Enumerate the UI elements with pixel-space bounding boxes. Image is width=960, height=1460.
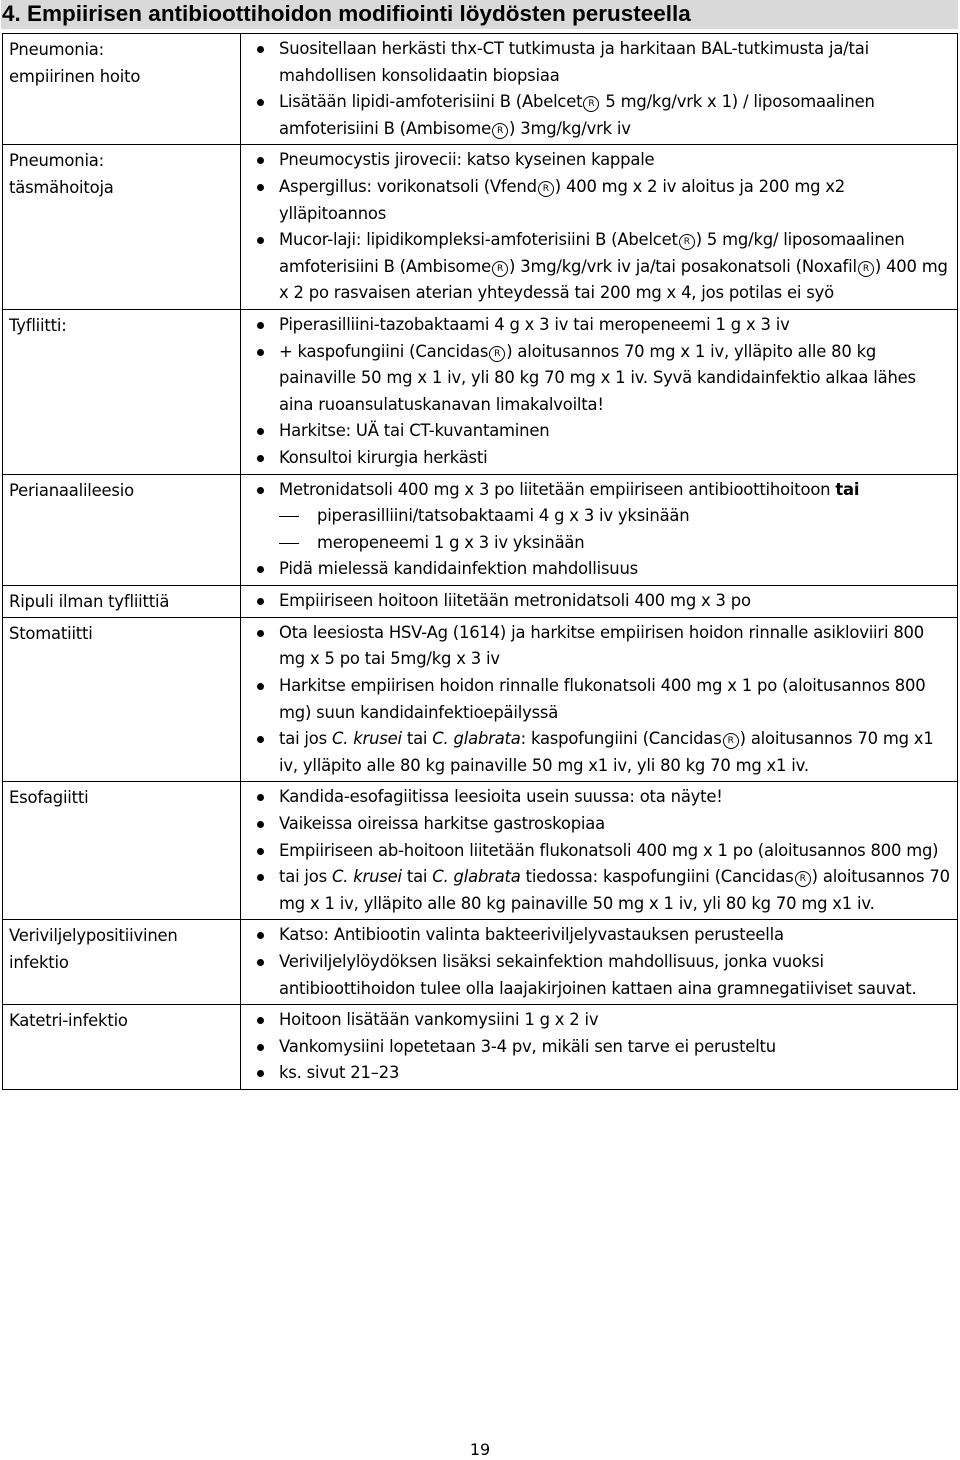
registered-mark-icon: R [583, 96, 599, 112]
registered-mark-icon: R [538, 181, 554, 197]
list-item: Vaikeissa oireissa harkitse gastroskopiaa [241, 811, 957, 838]
row-label: Pneumonia: täsmähoitoja [3, 145, 241, 310]
bullet-list [241, 920, 957, 1004]
list-item: Piperasilliini-tazobaktaami 4 g x 3 iv tai meropeneemi 1 g x 3 iv [241, 312, 957, 339]
row-content [241, 309, 958, 474]
list-item: Lisätään lipidi-amfoterisiini B (Abelcet R 5 mg/kg/vrk x 1) / liposomaalinen amfoterisiini B (Ambisome R ) 3mg/kg/vrk iv [241, 89, 957, 142]
row-content [241, 585, 958, 617]
list-item: Pidä mielessä kandidainfektion mahdollisuus [241, 556, 957, 583]
row-content [241, 1005, 958, 1090]
list-item: Kandida-esofagiitissa leesioita usein suussa: ota näyte! [241, 784, 957, 811]
list-item: Konsultoi kirurgia herkästi [241, 445, 957, 472]
registered-mark-icon: R [679, 234, 695, 250]
registered-mark-icon: R [489, 346, 505, 362]
row-content [241, 474, 958, 585]
row-label: Pneumonia: empiirinen hoito [3, 34, 241, 145]
registered-mark-icon: R [492, 261, 508, 277]
row-label: Esofagiitti [3, 782, 241, 920]
row-label: Tyfliitti: [3, 309, 241, 474]
list-item: tai jos C. krusei tai C. glabrata: kaspofungiini (Cancidas R ) aloitusannos 70 mg x1 iv, ylläpito alle 80 kg painaville 50 mg x1 iv, yli 80 kg 70 mg x1 iv. [241, 726, 957, 779]
list-item: tai jos C. krusei tai C. glabrata tiedossa: kaspofungiini (Cancidas R ) aloitusannos 70 mg x 1 iv, ylläpito alle 80 kg painaville 50 mg x 1 iv, yli 80 kg 70 mg x1 iv. [241, 864, 957, 917]
list-item: Hoitoon lisätään vankomysiini 1 g x 2 iv [241, 1007, 957, 1034]
list-item: Pneumocystis jirovecii: katso kyseinen kappale [241, 147, 957, 174]
list-item: Harkitse empiirisen hoidon rinnalle flukonatsoli 400 mg x 1 po (aloitusannos 800 mg) suun kandidainfektioepäilyssä [241, 673, 957, 726]
list-item: Aspergillus: vorikonatsoli (Vfend R ) 400 mg x 2 iv aloitus ja 200 mg x2 ylläpitoannos [241, 174, 957, 227]
list-item: Ota leesiosta HSV-Ag (1614) ja harkitse empiirisen hoidon rinnalle asikloviiri 800 mg x 5 po tai 5mg/kg x 3 iv [241, 620, 957, 673]
table-row [3, 474, 958, 585]
table-row [3, 782, 958, 920]
registered-mark-icon: R [858, 261, 874, 277]
table-row [3, 617, 958, 782]
table-row [3, 585, 958, 617]
bullet-list [241, 1005, 957, 1089]
bullet-list [241, 586, 957, 617]
table-row [3, 1005, 958, 1090]
table-row [3, 309, 958, 474]
row-content [241, 145, 958, 310]
row-content [241, 920, 958, 1005]
list-item: Veriviljelylöydöksen lisäksi sekainfektion mahdollisuus, jonka vuoksi antibioottihoidon tulee olla laajakirjoinen kattaen aina gramnegatiiviset sauvat. [241, 949, 957, 1002]
bullet-list [241, 475, 957, 585]
section-heading: 4. Empiirisen antibioottihoidon modifiointi löydösten perusteella [1, 0, 958, 29]
list-item: Katso: Antibiootin valinta bakteeriviljelyvastauksen perusteella [241, 922, 957, 949]
row-content [241, 617, 958, 782]
list-item: Vankomysiini lopetetaan 3-4 pv, mikäli sen tarve ei perusteltu [241, 1034, 957, 1061]
list-item: + kaspofungiini (Cancidas R ) aloitusannos 70 mg x 1 iv, ylläpito alle 80 kg painaville 50 mg x 1 iv, yli 80 kg 70 mg x 1 iv. Syvä kandidainfektio alkaa lähes aina ruoansulatuskanavan limakalvoilta! [241, 339, 957, 419]
bullet-list [241, 34, 957, 144]
row-label: Katetri-infektio [3, 1005, 241, 1090]
list-item: ks. sivut 21–23 [241, 1060, 957, 1087]
registered-mark-icon: R [723, 733, 739, 749]
row-content [241, 782, 958, 920]
list-item: Suositellaan herkästi thx-CT tutkimusta ja harkitaan BAL-tutkimusta ja/tai mahdollisen konsolidaatin biopsiaa [241, 36, 957, 89]
dash-list [279, 503, 953, 556]
bullet-list [241, 782, 957, 919]
row-label: Stomatiitti [3, 617, 241, 782]
registered-mark-icon: R [795, 871, 811, 887]
row-label: Ripuli ilman tyfliittiä [3, 585, 241, 617]
registered-mark-icon: R [492, 123, 508, 139]
table-row [3, 920, 958, 1005]
table-row [3, 145, 958, 310]
bullet-list [241, 310, 957, 474]
list-item: Harkitse: UÄ tai CT-kuvantaminen [241, 418, 957, 445]
page-number: 19 [469, 1440, 491, 1459]
sub-list-item: meropeneemi 1 g x 3 iv yksinään [279, 530, 953, 557]
bullet-list [241, 618, 957, 782]
bullet-list [241, 145, 957, 309]
list-item: Mucor-laji: lipidikompleksi-amfoterisiini B (Abelcet R ) 5 mg/kg/ liposomaalinen amfoterisiini B (Ambisome R ) 3mg/kg/vrk iv ja/tai posakonatsoli (Noxafil R ) 400 mg x 2 po rasvaisen aterian yhteydessä tai 200 mg x 4, jos potilas ei syö [241, 227, 957, 307]
list-item: Metronidatsoli 400 mg x 3 po liitetään empiiriseen antibioottihoitoon tai piperasilliini/tatsobaktaami 4 g x 3 iv yksinään meropeneemi 1 g x 3 iv yksinään [241, 477, 957, 557]
table-row [3, 34, 958, 145]
list-item: Empiiriseen hoitoon liitetään metronidatsoli 400 mg x 3 po [241, 588, 957, 615]
treatment-table [2, 33, 958, 1090]
row-label: Perianaalileesio [3, 474, 241, 585]
sub-list-item: piperasilliini/tatsobaktaami 4 g x 3 iv yksinään [279, 503, 953, 530]
row-content [241, 34, 958, 145]
row-label: Veriviljelypositiivinen infektio [3, 920, 241, 1005]
list-item: Empiiriseen ab-hoitoon liitetään flukonatsoli 400 mg x 1 po (aloitusannos 800 mg) [241, 838, 957, 865]
